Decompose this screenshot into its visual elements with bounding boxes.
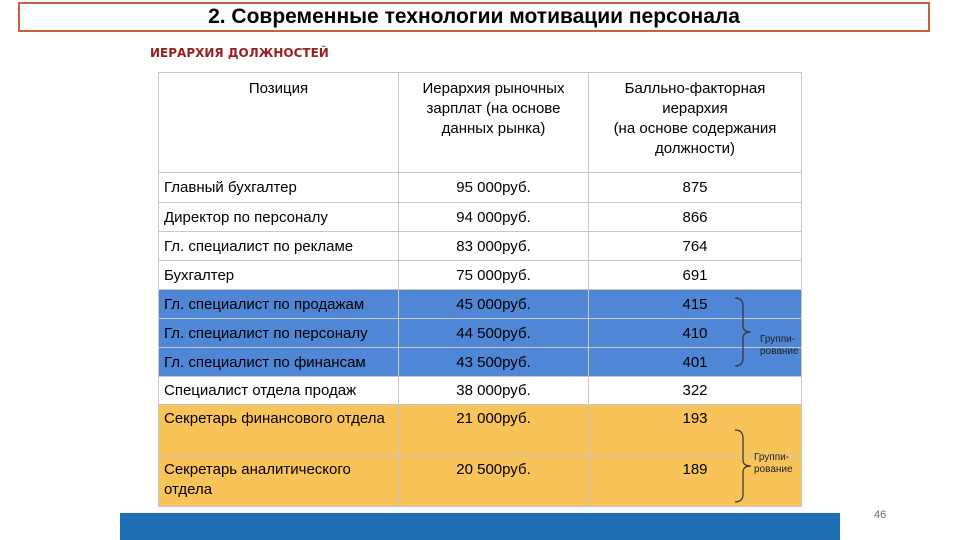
table-row [159, 377, 802, 405]
cell-market-salary: 83 000руб. [399, 232, 589, 261]
table-row [159, 290, 802, 319]
cell-market-salary: 43 500руб. [399, 348, 589, 377]
table-row [159, 348, 802, 377]
cell-market-salary: 20 500руб. [399, 456, 589, 507]
cell-market-salary: 21 000руб. [399, 405, 589, 456]
cell-points: 401 [589, 348, 802, 377]
cell-position: Бухгалтер [159, 261, 399, 290]
cell-position: Специалист отдела продаж [159, 377, 399, 405]
table-row [159, 232, 802, 261]
cell-position: Гл. специалист по рекламе [159, 232, 399, 261]
cell-position: Гл. специалист по персоналу [159, 319, 399, 348]
cell-points: 875 [589, 173, 802, 203]
cell-position: Секретарь аналитического отдела [159, 456, 399, 507]
cell-market-salary: 75 000руб. [399, 261, 589, 290]
grouping-label-yellow: Группи- рование [754, 452, 793, 475]
table-row [159, 456, 802, 507]
table-header-row [159, 73, 802, 173]
cell-market-salary: 44 500руб. [399, 319, 589, 348]
page-title: 2. Современные технологии мотивации персонала [208, 5, 740, 28]
grouping-label-blue: Группи- рование [760, 334, 799, 357]
cell-position: Секретарь финансового отдела [159, 405, 399, 456]
cell-position: Гл. специалист по финансам [159, 348, 399, 377]
cell-market-salary: 95 000руб. [399, 173, 589, 203]
page-number: 46 [874, 509, 887, 521]
table-row [159, 319, 802, 348]
cell-points: 764 [589, 232, 802, 261]
table-row [159, 173, 802, 203]
table-row [159, 203, 802, 232]
grouping-brace-blue [733, 296, 759, 368]
cell-position: Гл. специалист по продажам [159, 290, 399, 319]
section-subtitle: ИЕРАРХИЯ ДОЛЖНОСТЕЙ [150, 46, 329, 60]
cell-position: Директор по персоналу [159, 203, 399, 232]
cell-position: Главный бухгалтер [159, 173, 399, 203]
footer-bar [120, 513, 840, 540]
cell-points: 193 [589, 405, 802, 456]
header-position: Позиция [159, 73, 399, 173]
cell-points: 410 [589, 319, 802, 348]
cell-market-salary: 38 000руб. [399, 377, 589, 405]
header-market-salaries: Иерархия рыночных зарплат (на основе данных рынка) [399, 73, 589, 173]
cell-market-salary: 45 000руб. [399, 290, 589, 319]
cell-points: 189 [589, 456, 802, 507]
cell-points: 322 [589, 377, 802, 405]
table-row [159, 261, 802, 290]
cell-points: 691 [589, 261, 802, 290]
header-point-factor: Балльно-факторная иерархия (на основе содержания должности) [589, 73, 802, 173]
cell-points: 415 [589, 290, 802, 319]
table-row [159, 405, 802, 456]
cell-market-salary: 94 000руб. [399, 203, 589, 232]
hierarchy-table [158, 72, 802, 507]
title-box [18, 2, 930, 32]
cell-points: 866 [589, 203, 802, 232]
